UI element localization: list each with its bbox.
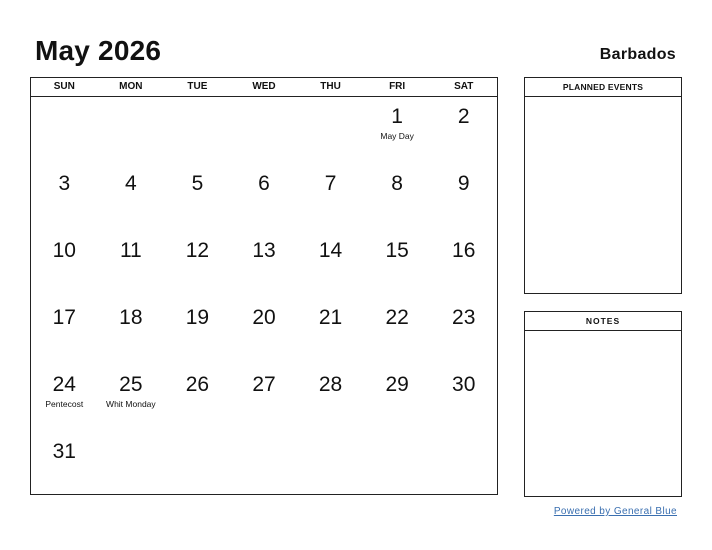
day-cell: [297, 365, 364, 432]
empty-day-cell: [231, 432, 298, 499]
calendar-grid: [30, 77, 498, 495]
day-number: 20: [252, 306, 276, 329]
weekday-wed: WED: [252, 81, 276, 92]
day-cell: [31, 298, 98, 365]
empty-day-cell: [364, 432, 431, 499]
day-number: 3: [58, 172, 71, 195]
weekday-sun: SUN: [53, 81, 75, 92]
day-cell: [31, 231, 98, 298]
day-cell: [297, 231, 364, 298]
day-number: 7: [324, 172, 337, 195]
day-number: 27: [252, 373, 276, 396]
day-number: 24: [52, 373, 76, 396]
page-title: May 2026: [35, 35, 162, 66]
day-cell: [430, 231, 497, 298]
day-number: 5: [191, 172, 204, 195]
empty-day-cell: [31, 97, 98, 164]
day-cell: [364, 231, 431, 298]
planned-events-title: PLANNED EVENTS: [525, 78, 681, 97]
weekday-tue: TUE: [187, 81, 208, 92]
day-number: 28: [318, 373, 343, 396]
weekday-fri: FRI: [389, 81, 406, 92]
day-number: 6: [258, 172, 270, 195]
day-cell: [98, 365, 165, 432]
powered-by-link[interactable]: Powered by General Blue: [553, 506, 677, 517]
country-label: Barbados: [599, 46, 676, 63]
day-cell: [164, 298, 231, 365]
day-cell: [164, 231, 231, 298]
day-cell: [164, 164, 231, 231]
day-number: 14: [318, 239, 343, 262]
day-cell: [430, 97, 497, 164]
day-cell: [98, 164, 165, 231]
empty-day-cell: [164, 432, 231, 499]
day-number: 9: [457, 172, 470, 195]
day-number: 23: [452, 306, 476, 329]
day-cell: [231, 298, 298, 365]
day-number: 15: [385, 239, 409, 262]
weekday-thu: THU: [320, 81, 341, 92]
empty-day-cell: [98, 97, 165, 164]
day-cell: [231, 164, 298, 231]
holiday-label: Whit Monday: [106, 399, 156, 409]
day-cell: [297, 298, 364, 365]
holiday-label: Pentecost: [45, 399, 84, 409]
day-number: 21: [318, 306, 343, 329]
day-cell: [364, 97, 431, 164]
notes-title: NOTES: [525, 312, 681, 331]
empty-day-cell: [430, 432, 497, 499]
day-cells: [31, 97, 497, 499]
day-cell: [98, 231, 165, 298]
day-cell: [31, 164, 98, 231]
day-number: 10: [52, 239, 76, 262]
day-cell: [364, 298, 431, 365]
day-cell: [297, 164, 364, 231]
day-cell: [98, 298, 165, 365]
day-cell: [364, 164, 431, 231]
day-number: 12: [185, 239, 210, 262]
day-number: 30: [452, 373, 476, 396]
day-number: 1: [391, 105, 403, 128]
day-cell: [164, 365, 231, 432]
holiday-label: May Day: [380, 131, 414, 141]
day-number: 31: [52, 440, 76, 463]
empty-day-cell: [98, 432, 165, 499]
weekday-mon: MON: [119, 81, 143, 92]
day-cell: [31, 365, 98, 432]
day-number: 19: [185, 306, 210, 329]
empty-day-cell: [297, 432, 364, 499]
weekday-header-row: [31, 78, 497, 97]
day-cell: [430, 164, 497, 231]
day-number: 17: [52, 306, 76, 329]
day-number: 2: [457, 105, 470, 128]
empty-day-cell: [231, 97, 298, 164]
day-cell: [31, 432, 98, 499]
day-cell: [231, 231, 298, 298]
empty-day-cell: [164, 97, 231, 164]
day-cell: [231, 365, 298, 432]
day-cell: [430, 298, 497, 365]
day-cell: [364, 365, 431, 432]
planned-events-panel: [524, 77, 682, 294]
weekday-sat: SAT: [454, 81, 474, 92]
day-number: 8: [391, 172, 403, 195]
day-number: 18: [119, 306, 143, 329]
day-number: 13: [252, 239, 276, 262]
empty-day-cell: [297, 97, 364, 164]
day-number: 11: [119, 239, 142, 262]
day-number: 4: [125, 172, 137, 195]
day-number: 22: [385, 306, 409, 329]
day-number: 16: [452, 239, 476, 262]
notes-panel: [524, 311, 682, 497]
day-cell: [430, 365, 497, 432]
day-number: 29: [385, 373, 409, 396]
day-number: 25: [119, 373, 143, 396]
day-number: 26: [185, 373, 210, 396]
